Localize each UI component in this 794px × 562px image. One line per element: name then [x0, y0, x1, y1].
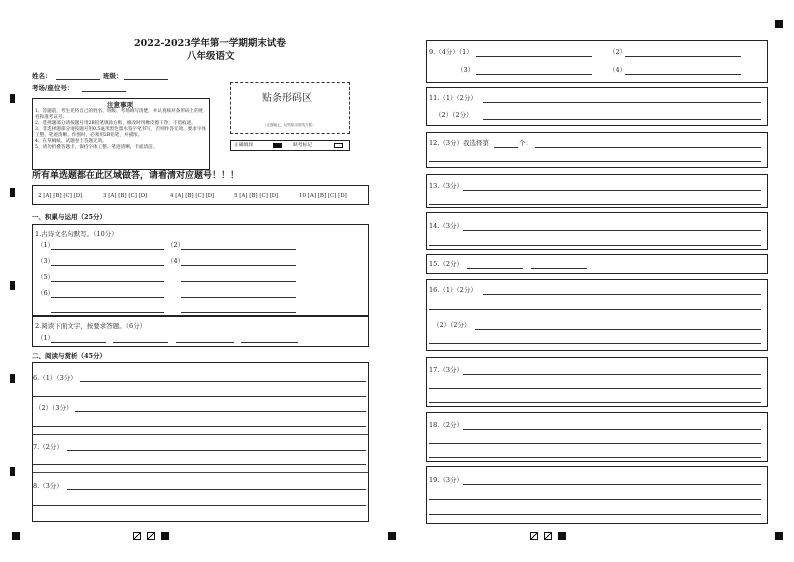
- q14-answer-box: [426, 212, 768, 250]
- page-code-mark: [133, 532, 141, 540]
- name-field[interactable]: [56, 79, 100, 80]
- timing-mark-left-5: [10, 467, 15, 476]
- q9-answer-box: [426, 40, 768, 83]
- q2-answer-line[interactable]: [51, 342, 106, 343]
- q6-2-label: （2）（3分）: [35, 404, 73, 412]
- q1-item-6-label: （6）: [37, 289, 55, 297]
- q19-answer-line[interactable]: [429, 499, 761, 500]
- timing-mark-bottom-right: [775, 532, 783, 540]
- notes-title: 注意事项: [107, 101, 133, 109]
- page-code-mark: [530, 532, 538, 540]
- q2-prompt: 2.阅读下面文字，按要求答题。（6分）: [35, 322, 147, 330]
- q1-item-2-label: （2）: [167, 241, 185, 249]
- q11-answer-line[interactable]: [483, 119, 761, 120]
- q6-q8-answer-box: [32, 362, 369, 522]
- q19-answer-line[interactable]: [429, 514, 761, 515]
- q1-answer-line[interactable]: [51, 281, 164, 282]
- q6-answer-line[interactable]: [33, 396, 366, 397]
- timing-mark-left-3: [10, 281, 15, 290]
- q12-choice-field[interactable]: [494, 147, 518, 148]
- notes-box: [32, 98, 210, 170]
- q9-item-2-label: （2）: [609, 48, 627, 56]
- q1-answer-line[interactable]: [181, 265, 296, 266]
- barcode-area: [230, 82, 350, 134]
- exam-title: 2022-2023学年第一学期期末试卷: [134, 38, 286, 49]
- q9-answer-line[interactable]: [625, 74, 741, 75]
- q16-answer-box: [426, 279, 768, 351]
- fill-legend: [230, 140, 350, 151]
- q1-prompt: 1.古诗文名句默写。（10分）: [35, 230, 118, 238]
- notes-text: [35, 109, 207, 151]
- q18-answer-line[interactable]: [429, 457, 761, 458]
- q14-label: 14.（3分）: [429, 222, 463, 230]
- q1-answer-line[interactable]: [51, 249, 164, 250]
- divider: [33, 434, 368, 435]
- q1-answer-line[interactable]: [51, 312, 164, 313]
- q18-label: 18.（2分）: [429, 421, 463, 429]
- q12-suffix: 个：: [519, 139, 532, 147]
- absent-mark-box[interactable]: [334, 143, 343, 148]
- q1-item-5-label: （5）: [37, 273, 55, 281]
- q11-answer-line[interactable]: [483, 102, 761, 103]
- q1-answer-line[interactable]: [181, 249, 296, 250]
- q15-answer-box: [426, 254, 768, 274]
- exam-room-label: 考场/座位号：: [32, 84, 74, 92]
- q1-item-4-label: （4）: [167, 257, 185, 265]
- q19-answer-box: [426, 466, 768, 524]
- q15-answer-line[interactable]: [531, 268, 587, 269]
- q7-answer-line[interactable]: [33, 464, 366, 465]
- q16-answer-line[interactable]: [429, 343, 761, 344]
- q17-answer-box: [426, 357, 768, 407]
- q2-item-1-label: （1）: [37, 334, 55, 342]
- q1-item-1-label: （1）: [37, 241, 55, 249]
- q11-1-label: 11.（1）（2分）: [429, 94, 477, 102]
- timing-mark-bottom-mid: [388, 532, 396, 540]
- q17-label: 17.（3分）: [429, 366, 463, 374]
- page-code-mark: [161, 532, 169, 540]
- q12-answer-line[interactable]: [535, 147, 761, 148]
- q1-answer-line[interactable]: [51, 265, 164, 266]
- mc-question-5[interactable]: 5 [A] [B] [C] [D]: [234, 193, 279, 199]
- q15-answer-line[interactable]: [467, 268, 523, 269]
- q11-2-label: （2）（2分）: [435, 111, 473, 119]
- note-item: 3、非选择题部分请按题号用0.5毫米黑色墨水签字笔书写，否则作答无效。要求字体工整、笔迹清晰。作图时，必须用2B铅笔，并描浓。: [35, 127, 207, 138]
- correct-fill-label: 正确填涂: [234, 143, 254, 148]
- q12-label: 12.（3分）我选择第: [429, 139, 489, 147]
- mc-question-4[interactable]: 4 [A] [B] [C] [D]: [170, 193, 215, 199]
- timing-mark-bottom-left: [12, 532, 20, 540]
- note-item: 4、在草稿纸、试题卷上答题无效。: [35, 139, 107, 144]
- q11-answer-box: [426, 87, 768, 126]
- q15-label: 15.（2分）: [429, 260, 463, 268]
- q1-answer-line[interactable]: [51, 297, 164, 298]
- timing-mark-left-1: [10, 94, 15, 103]
- q13-label: 13.（3分）: [429, 182, 463, 190]
- q18-answer-line[interactable]: [429, 443, 761, 444]
- section-1-title: 一、积累与运用（25分）: [32, 213, 107, 221]
- absent-mark-label: 缺考标记: [293, 143, 313, 148]
- divider: [33, 472, 368, 473]
- q17-answer-line[interactable]: [429, 402, 761, 403]
- q9-label: 9.（4分）（1）: [429, 48, 473, 56]
- q1-item-3-label: （3）: [37, 257, 55, 265]
- q19-label: 19.（3分）: [429, 476, 463, 484]
- page-code-mark: [147, 532, 155, 540]
- q9-answer-line[interactable]: [625, 56, 741, 57]
- q1-answer-line[interactable]: [181, 281, 296, 282]
- single-choice-banner: 所有单选题都在此区域做答，请看清对应题号！！！: [32, 171, 240, 181]
- mc-question-3[interactable]: 3 [A] [B] [C] [D]: [103, 193, 148, 199]
- timing-mark-top-right: [775, 20, 783, 28]
- q1-answer-line[interactable]: [181, 312, 296, 313]
- timing-mark-left-2: [10, 188, 15, 197]
- q19-answer-line[interactable]: [463, 484, 761, 485]
- q6-answer-line[interactable]: [75, 411, 366, 412]
- q8-label: 8.（3分）: [33, 482, 63, 490]
- q16-1-label: 16.（1）（2分）: [429, 286, 477, 294]
- q18-answer-line[interactable]: [463, 429, 761, 430]
- q7-label: 7.（2分）: [33, 443, 63, 451]
- q6-1-label: 6.（1）（3分）: [33, 374, 77, 382]
- q14-answer-line[interactable]: [463, 230, 761, 231]
- q6-answer-line[interactable]: [33, 426, 366, 427]
- q9-item-4-label: （4）: [609, 66, 627, 74]
- barcode-label: 贴条形码区: [262, 93, 312, 104]
- note-item: 5、请勿折叠答题卡，保持字体工整、笔迹清晰、卡面清洁。: [35, 145, 158, 150]
- q8-answer-line[interactable]: [67, 489, 366, 490]
- q1-answer-box: [32, 224, 369, 316]
- q13-answer-line[interactable]: [463, 190, 761, 191]
- q2-answer-line[interactable]: [241, 342, 298, 343]
- name-label: 姓名：: [32, 72, 52, 80]
- q2-answer-line[interactable]: [113, 342, 168, 343]
- note-item: 2、选择题部分请按题号用2B铅笔填涂方框，修改时用橡皮擦干净，不留痕迹。: [35, 121, 196, 126]
- mc-question-10[interactable]: 10 [A] [B] [C] [D]: [299, 193, 347, 199]
- q9-answer-line[interactable]: [476, 74, 592, 75]
- mc-question-2[interactable]: 2 [A] [B] [C] [D]: [38, 193, 83, 199]
- q14-answer-line[interactable]: [429, 245, 761, 246]
- q17-answer-line[interactable]: [463, 374, 761, 375]
- q13-answer-line[interactable]: [429, 204, 761, 205]
- timing-mark-left-4: [10, 374, 15, 383]
- q12-answer-box: [426, 132, 768, 168]
- q9-item-3-label: （3）: [457, 66, 475, 74]
- mc-answer-box: [32, 185, 369, 205]
- page-code-mark: [558, 532, 566, 540]
- q17-answer-line[interactable]: [429, 388, 761, 389]
- q12-answer-line[interactable]: [429, 161, 761, 162]
- q16-2-label: （2）（2分）: [433, 321, 471, 329]
- q16-answer-line[interactable]: [429, 309, 761, 310]
- q13-answer-box: [426, 174, 768, 208]
- q7-answer-line[interactable]: [67, 450, 366, 451]
- q18-answer-box: [426, 412, 768, 462]
- page-code-mark: [544, 532, 552, 540]
- correct-fill-sample: [273, 143, 282, 148]
- q1-answer-line[interactable]: [181, 297, 296, 298]
- q16-answer-line[interactable]: [483, 294, 761, 295]
- barcode-note: （正面朝上，切勿贴出虚线方框）: [263, 123, 316, 127]
- q2-answer-box: [32, 316, 369, 347]
- exam-room-field[interactable]: [82, 91, 126, 92]
- class-field[interactable]: [124, 79, 168, 80]
- q9-answer-line[interactable]: [476, 56, 592, 57]
- q8-answer-line[interactable]: [33, 505, 366, 506]
- q6-answer-line[interactable]: [80, 381, 366, 382]
- section-2-title: 二、阅读与赏析（45分）: [32, 352, 107, 360]
- class-label: 班级：: [103, 72, 123, 80]
- note-item: 1、答题前，考生先将自己的姓名、班级、考场填写清楚，并认真核对条形码上的姓名和准考证号。: [35, 109, 204, 120]
- grade-subject-title: 八年级语文: [187, 51, 235, 62]
- q16-answer-line[interactable]: [475, 329, 761, 330]
- q2-answer-line[interactable]: [176, 342, 234, 343]
